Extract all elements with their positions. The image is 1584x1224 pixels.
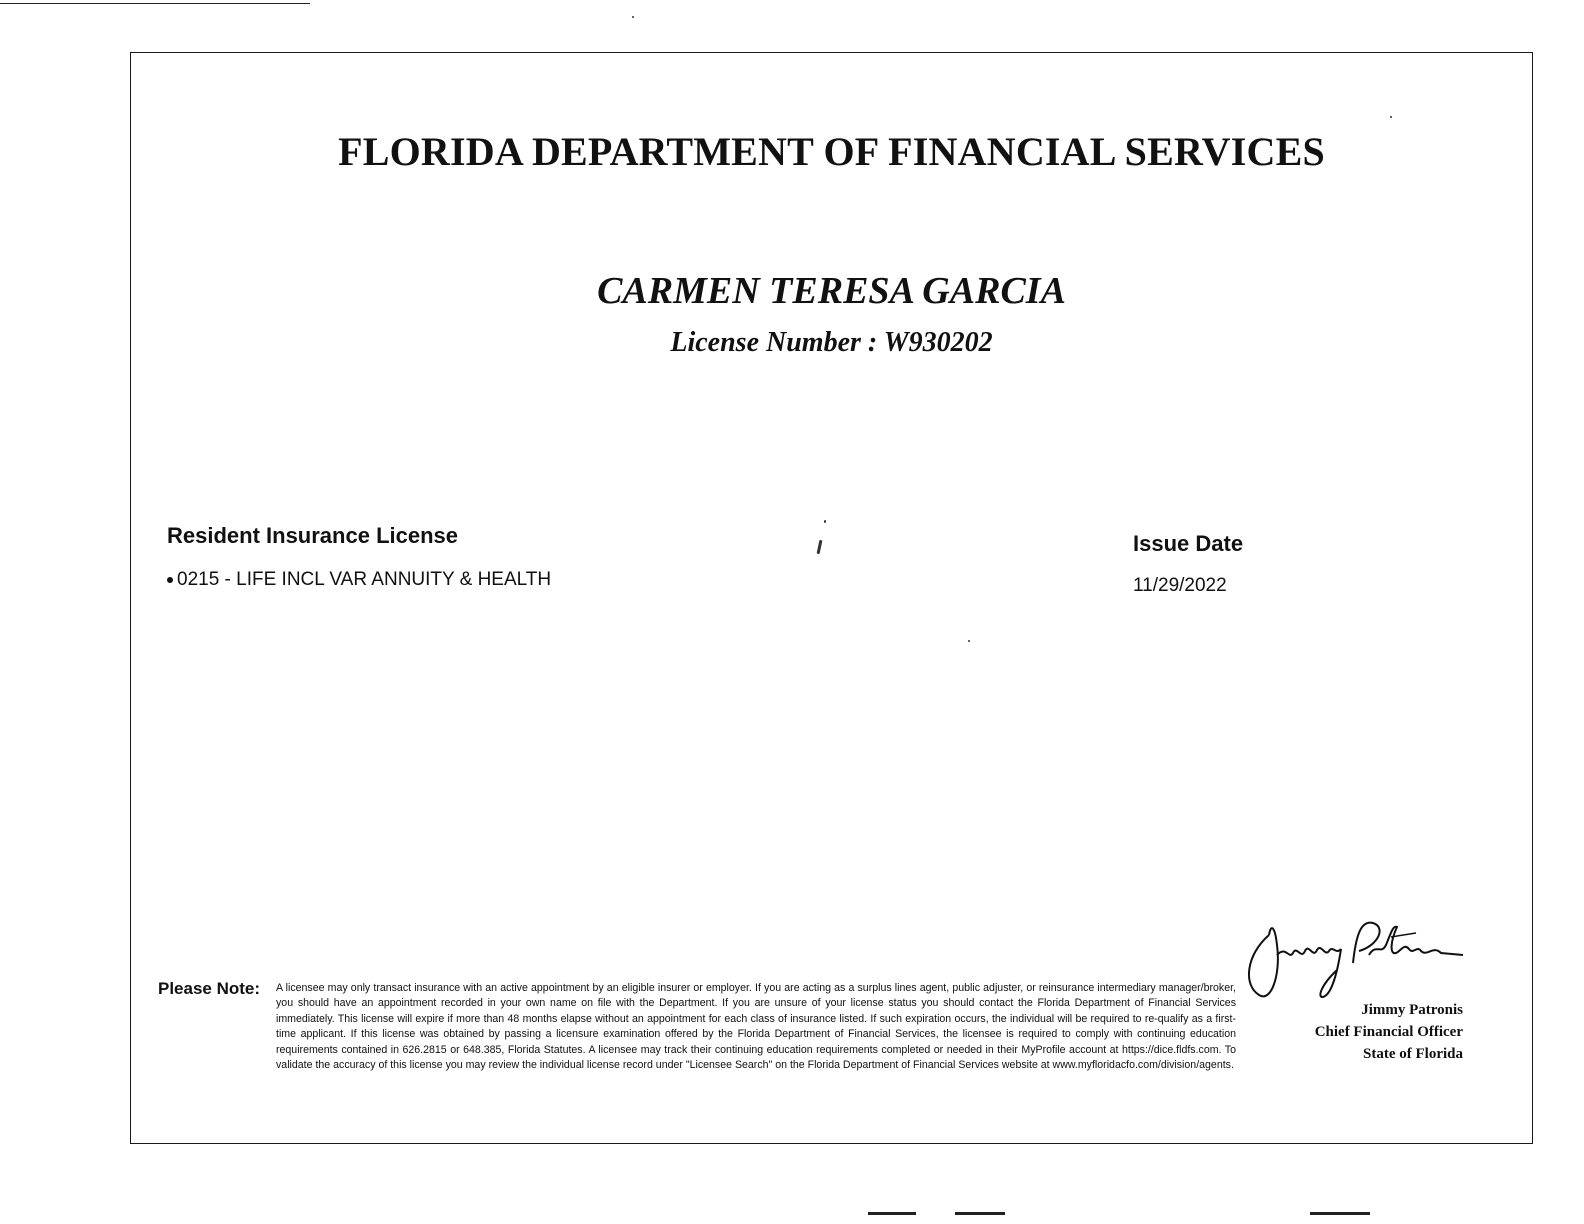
- handwritten-signature-icon: [1241, 915, 1466, 1010]
- department-title: FLORIDA DEPARTMENT OF FINANCIAL SERVICES: [338, 129, 1325, 174]
- scan-edge-mark: [868, 1212, 916, 1215]
- scan-speck: [632, 16, 634, 18]
- please-note-text: A licensee may only transact insurance with an active appointment by an eligible insurer or employer. If you are acting as a surplus lines agent, public adjuster, or reinsurance intermediary manager/broker, you should have an appointment recorded in your own name on file with the Department. If you are unsure of your license status you should contact the Florida Department of Financial Services immediately. This license will expire if more than 48 months elapse without an appointment for each class of insurance listed. If such expiration occurs, the individual will be required to re-qualify as a first-time applicant. If this license was obtained by passing a licensure examination offered by the Florida Department of Financial Services, the licensee is required to comply with continuing education requirements contained in 626.2815 or 648.385, Florida Statutes. A licensee may track their continuing education requirements completed or needed in their MyProfile account at https://dice.fldfs.com. To validate the accuracy of this license you may review the individual license record under "Licensee Search" on the Florida Department of Financial Services website at www.myfloridacfo.com/division/agents.: [276, 982, 1236, 1072]
- signer-name: Jimmy Patronis: [1361, 1002, 1463, 1018]
- scan-edge-mark: [955, 1212, 1005, 1215]
- scan-edge-line: [0, 3, 310, 4]
- scan-speck: [824, 520, 826, 523]
- signer-title: Chief Financial Officer: [1314, 1024, 1463, 1040]
- scan-speck: [1390, 116, 1392, 118]
- scan-speck: [968, 640, 970, 642]
- issue-date-value: 11/29/2022: [1133, 575, 1227, 596]
- license-number-label: License Number :: [670, 327, 878, 358]
- please-note-label: Please Note:: [158, 979, 261, 998]
- license-class-text: 0215 - LIFE INCL VAR ANNUITY & HEALTH: [177, 569, 552, 590]
- signer-state: State of Florida: [1363, 1046, 1463, 1062]
- license-type-heading: Resident Insurance License: [167, 523, 458, 548]
- license-number-value: W930202: [883, 327, 993, 358]
- issue-date-label: Issue Date: [1133, 531, 1244, 556]
- license-holder-name: CARMEN TERESA GARCIA: [597, 270, 1066, 312]
- bullet-icon: [167, 577, 173, 583]
- signer-block: [1271, 999, 1463, 1065]
- license-certificate: [130, 52, 1533, 1144]
- scan-edge-mark: [1310, 1212, 1370, 1215]
- license-number-line: [131, 327, 1532, 359]
- license-class-item: [167, 569, 551, 591]
